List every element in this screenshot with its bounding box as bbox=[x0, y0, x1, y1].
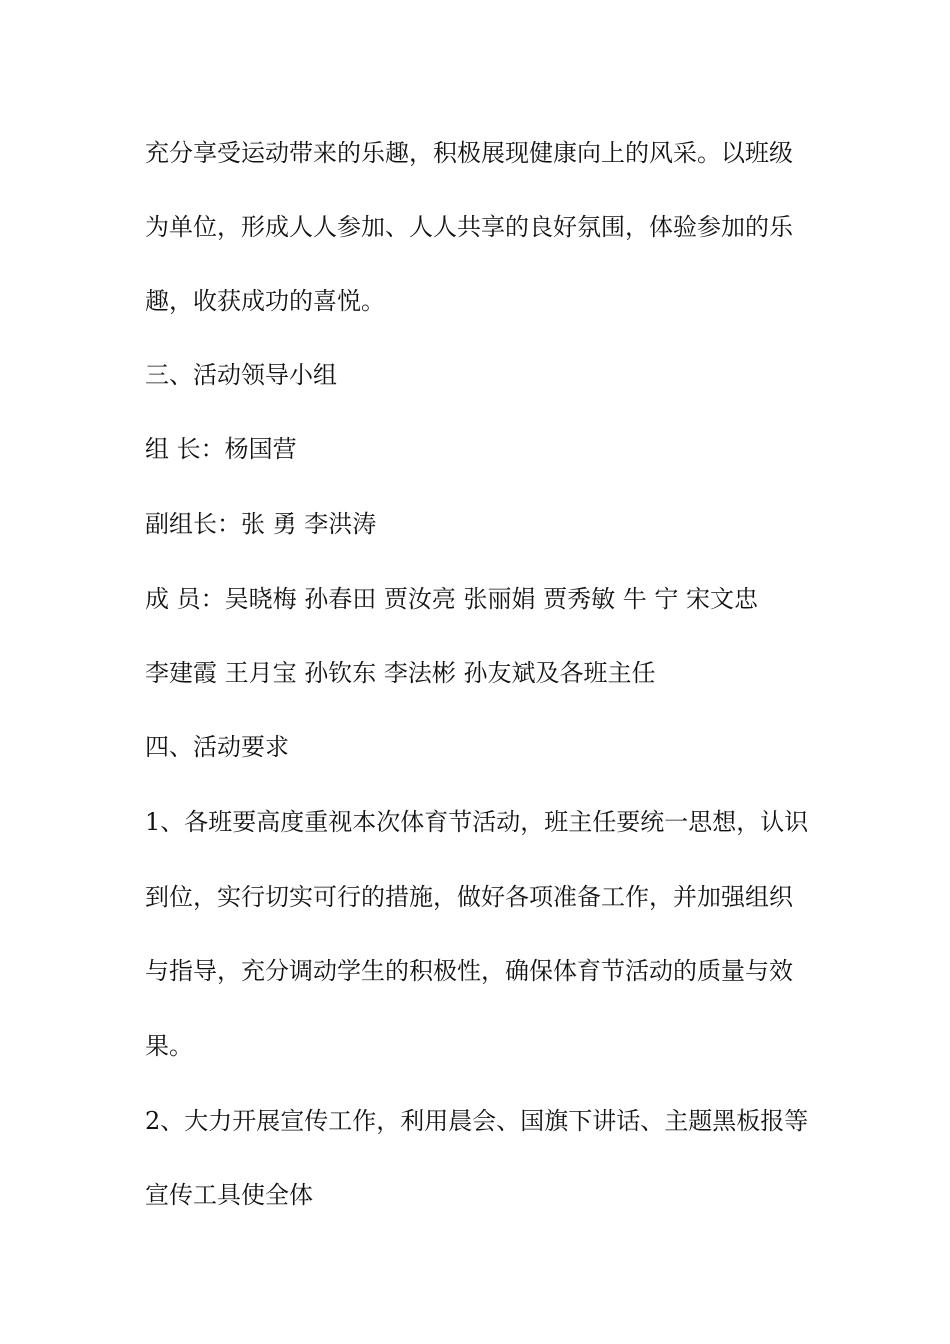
paragraph-line: 与指导，充分调动学生的积极性，确保体育节活动的质量与效 bbox=[145, 957, 793, 985]
deputy-leader-line: 副组长：张 勇 李洪涛 bbox=[145, 510, 377, 538]
paragraph-line: 果。 bbox=[145, 1032, 193, 1060]
section-heading: 四、活动要求 bbox=[145, 733, 289, 761]
paragraph-line: 充分享受运动带来的乐趣，积极展现健康向上的风采。以班级 bbox=[145, 139, 793, 167]
paragraph-line: 趣，收获成功的喜悦。 bbox=[145, 287, 385, 315]
paragraph-line: 2、大力开展宣传工作，利用晨会、国旗下讲话、主题黑板报等 bbox=[145, 1107, 809, 1135]
paragraph-line: 为单位，形成人人参加、人人共享的良好氛围，体验参加的乐 bbox=[145, 213, 793, 241]
members-line: 李建霞 王月宝 孙钦东 李法彬 孙友斌及各班主任 bbox=[145, 659, 656, 687]
paragraph-line: 1、各班要高度重视本次体育节活动，班主任要统一思想，认识 bbox=[145, 808, 809, 836]
members-line: 成 员：吴晓梅 孙春田 贾汝亮 张丽娟 贾秀敏 牛 宁 宋文忠 bbox=[145, 585, 759, 613]
section-heading: 三、活动领导小组 bbox=[145, 361, 337, 389]
paragraph-line: 宣传工具使全体 bbox=[145, 1181, 313, 1209]
leader-line: 组 长：杨国营 bbox=[145, 435, 297, 463]
paragraph-line: 到位，实行切实可行的措施，做好各项准备工作，并加强组织 bbox=[145, 883, 793, 911]
